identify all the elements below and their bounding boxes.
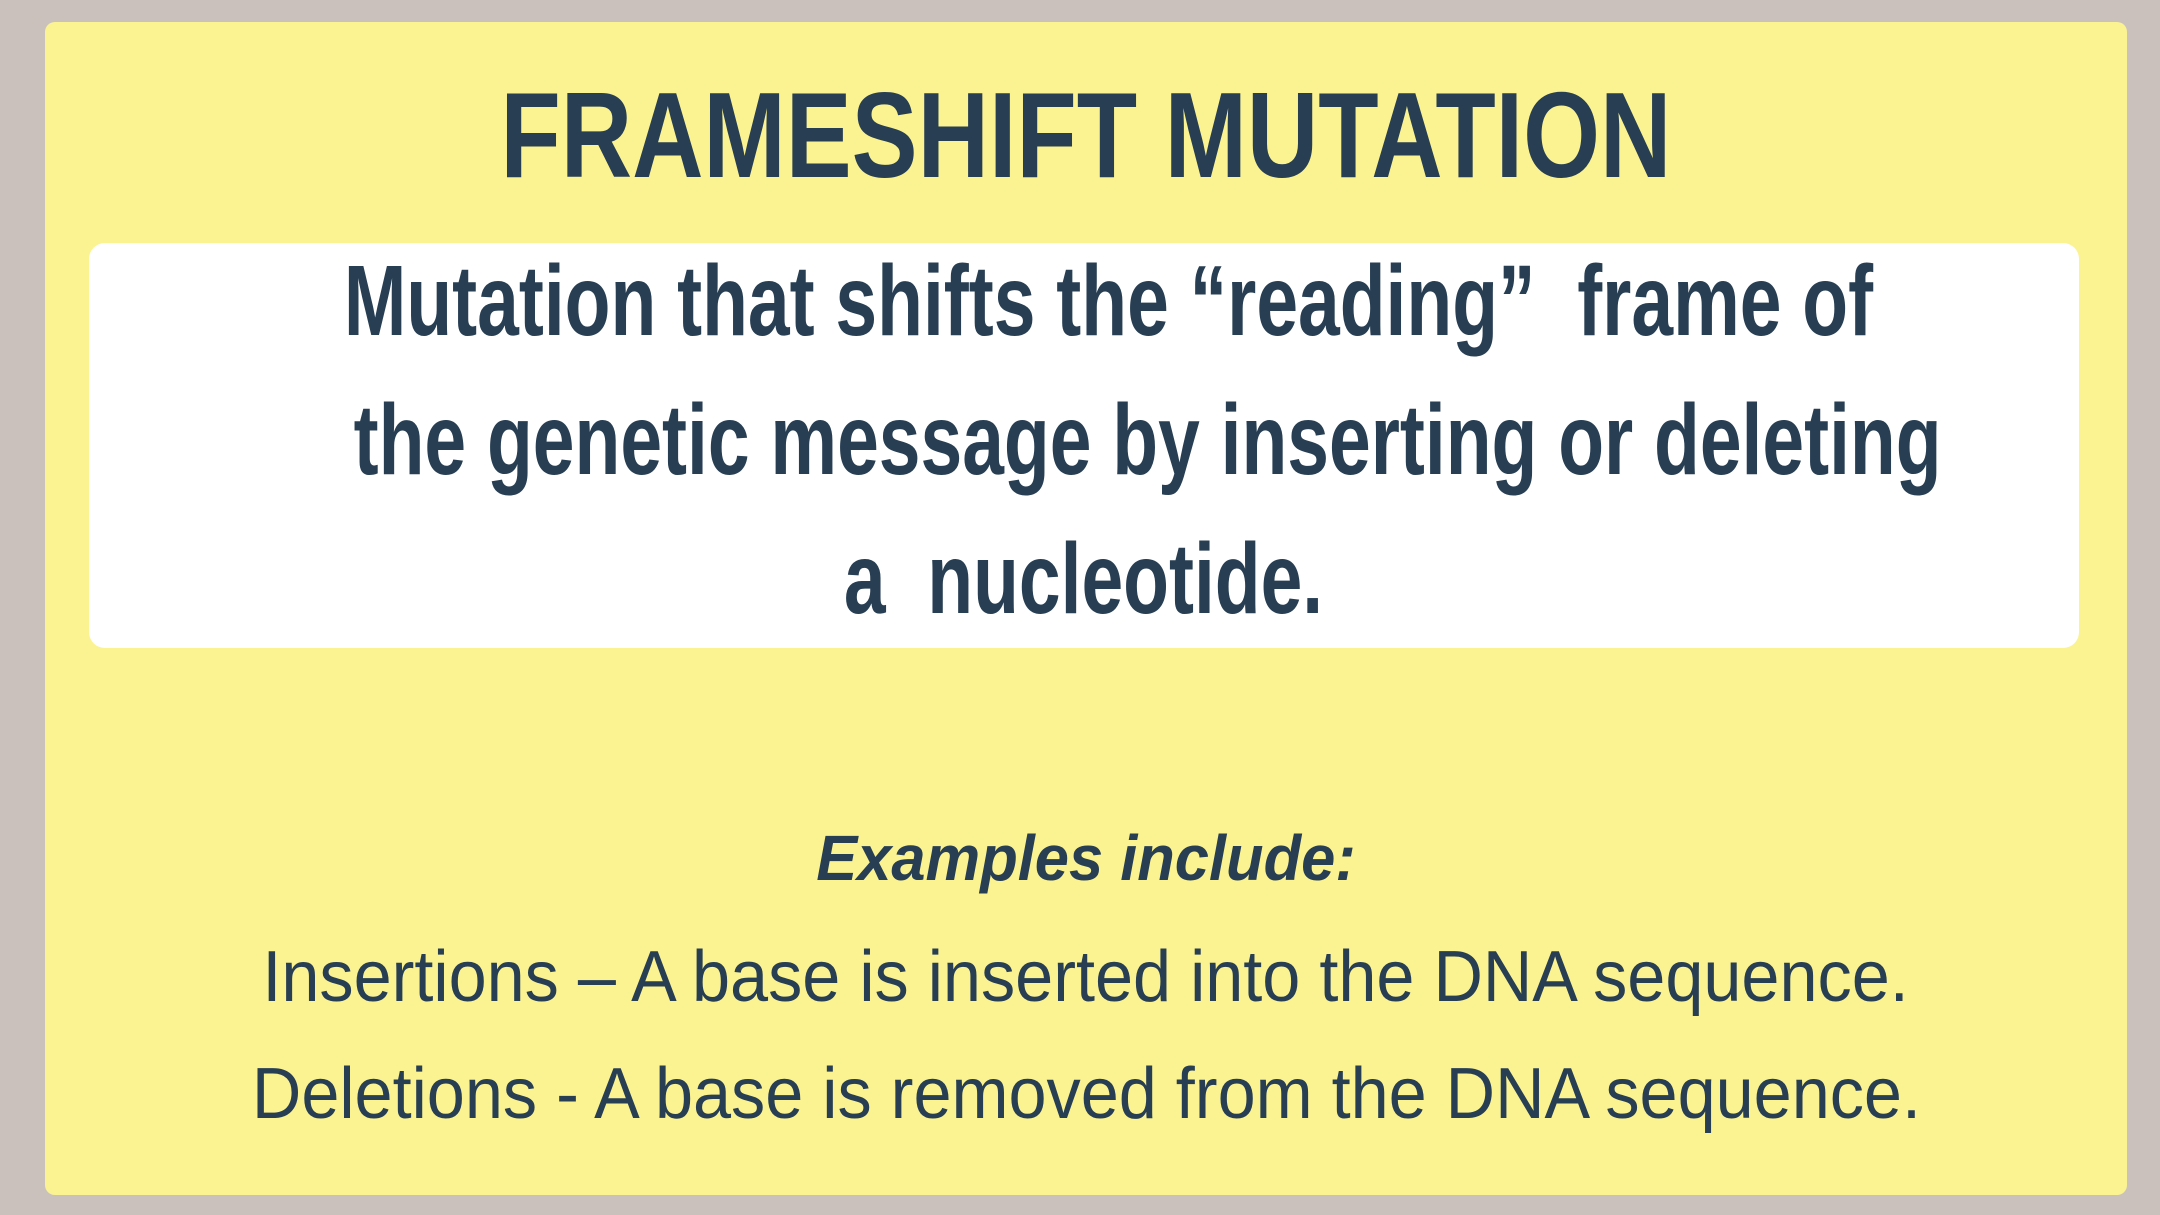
example-item-insertions [45,932,2127,1022]
definition-panel [89,243,2079,648]
definition-line-1-text: Mutation that shifts the “reading” frame of [343,245,1874,357]
presentation-slide [45,22,2127,1195]
examples-heading [45,813,2127,903]
example-insertions-text: Insertions – A base is inserted into the DNA sequence. [262,937,1910,1017]
example-deletions-text: Deletions - A base is removed from the DNA sequence. [251,1054,1921,1134]
definition-line-3-text: a nucleotide. [844,523,1324,635]
examples-heading-text: Examples include: [816,822,1356,894]
definition-line [89,510,2079,649]
example-item-deletions [45,1049,2127,1139]
slide-title-text: FRAMESHIFT MUTATION [500,67,1672,203]
definition-line [89,371,2079,510]
definition-line-2-text: the genetic message by inserting or deleting [353,384,1942,496]
slide-title [45,60,2127,210]
definition-line [89,232,2079,371]
